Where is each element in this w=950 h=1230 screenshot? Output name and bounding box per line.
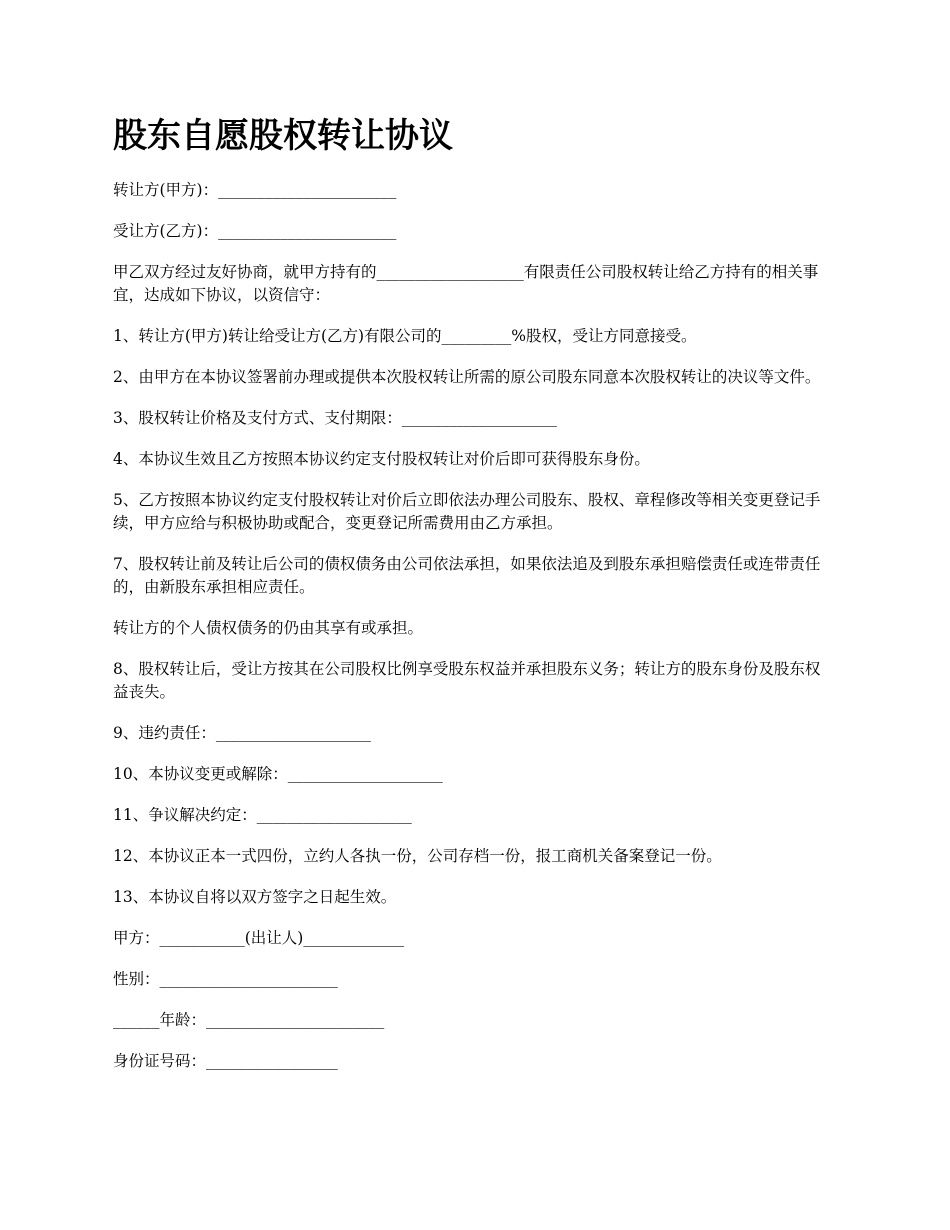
clause-10: 10、本协议变更或解除：____________________ [113, 765, 443, 783]
clause-12: 12、本协议正本一式四份，立约人各执一份，公司存档一份，报工商机关备案登记一份。 [113, 847, 722, 865]
clause-3: 3、股权转让价格及支付方式、支付期限：____________________ [113, 409, 557, 427]
document-title: 股东自愿股权转让协议 [113, 116, 453, 156]
transferor-line: 转让方(甲方)：_______________________ [113, 181, 397, 199]
document-page [113, 112, 833, 1091]
clause-13: 13、本协议自将以双方签字之日起生效。 [113, 888, 397, 906]
clause-11: 11、争议解决约定：____________________ [113, 806, 412, 824]
preamble-paragraph: 甲乙双方经过友好协商，就甲方持有的___________________有限责任公司股权转让给乙方持有的相关事宜，达成如下协议，以资信守： [113, 263, 819, 304]
clause-7-note: 转让方的个人债权债务的仍由其享有或承担。 [113, 619, 424, 637]
clause-8: 8、股权转让后，受让方按其在公司股权比例享受股东权益并承担股东义务；转让方的股东身份及股东权益丧失。 [113, 660, 821, 701]
gender-line: 性别：_______________________ [113, 970, 338, 988]
clause-5: 5、乙方按照本协议约定支付股权转让对价后立即依法办理公司股东、股权、章程修改等相关变更登记手续，甲方应给与积极协助或配合，变更登记所需费用由乙方承担。 [113, 491, 821, 532]
transferee-line: 受让方(乙方)：_______________________ [113, 222, 397, 240]
id-number-line: 身份证号码：_________________ [113, 1052, 338, 1070]
age-line: ______年龄：_______________________ [113, 1011, 385, 1029]
clause-9: 9、违约责任：____________________ [113, 724, 371, 742]
clause-4: 4、本协议生效且乙方按照本协议约定支付股权转让对价后即可获得股东身份。 [113, 450, 650, 468]
clause-7: 7、股权转让前及转让后公司的债权债务由公司依法承担，如果依法追及到股东承担赔偿责任或连带责任的，由新股东承担相应责任。 [113, 555, 821, 596]
clause-2: 2、由甲方在本协议签署前办理或提供本次股权转让所需的原公司股东同意本次股权转让的决议等文件。 [113, 368, 821, 386]
party-a-signature-line: 甲方：___________(出让人)_____________ [113, 929, 405, 947]
clause-1: 1、转让方(甲方)转让给受让方(乙方)有限公司的_________%股权，受让方同意接受。 [113, 327, 697, 345]
